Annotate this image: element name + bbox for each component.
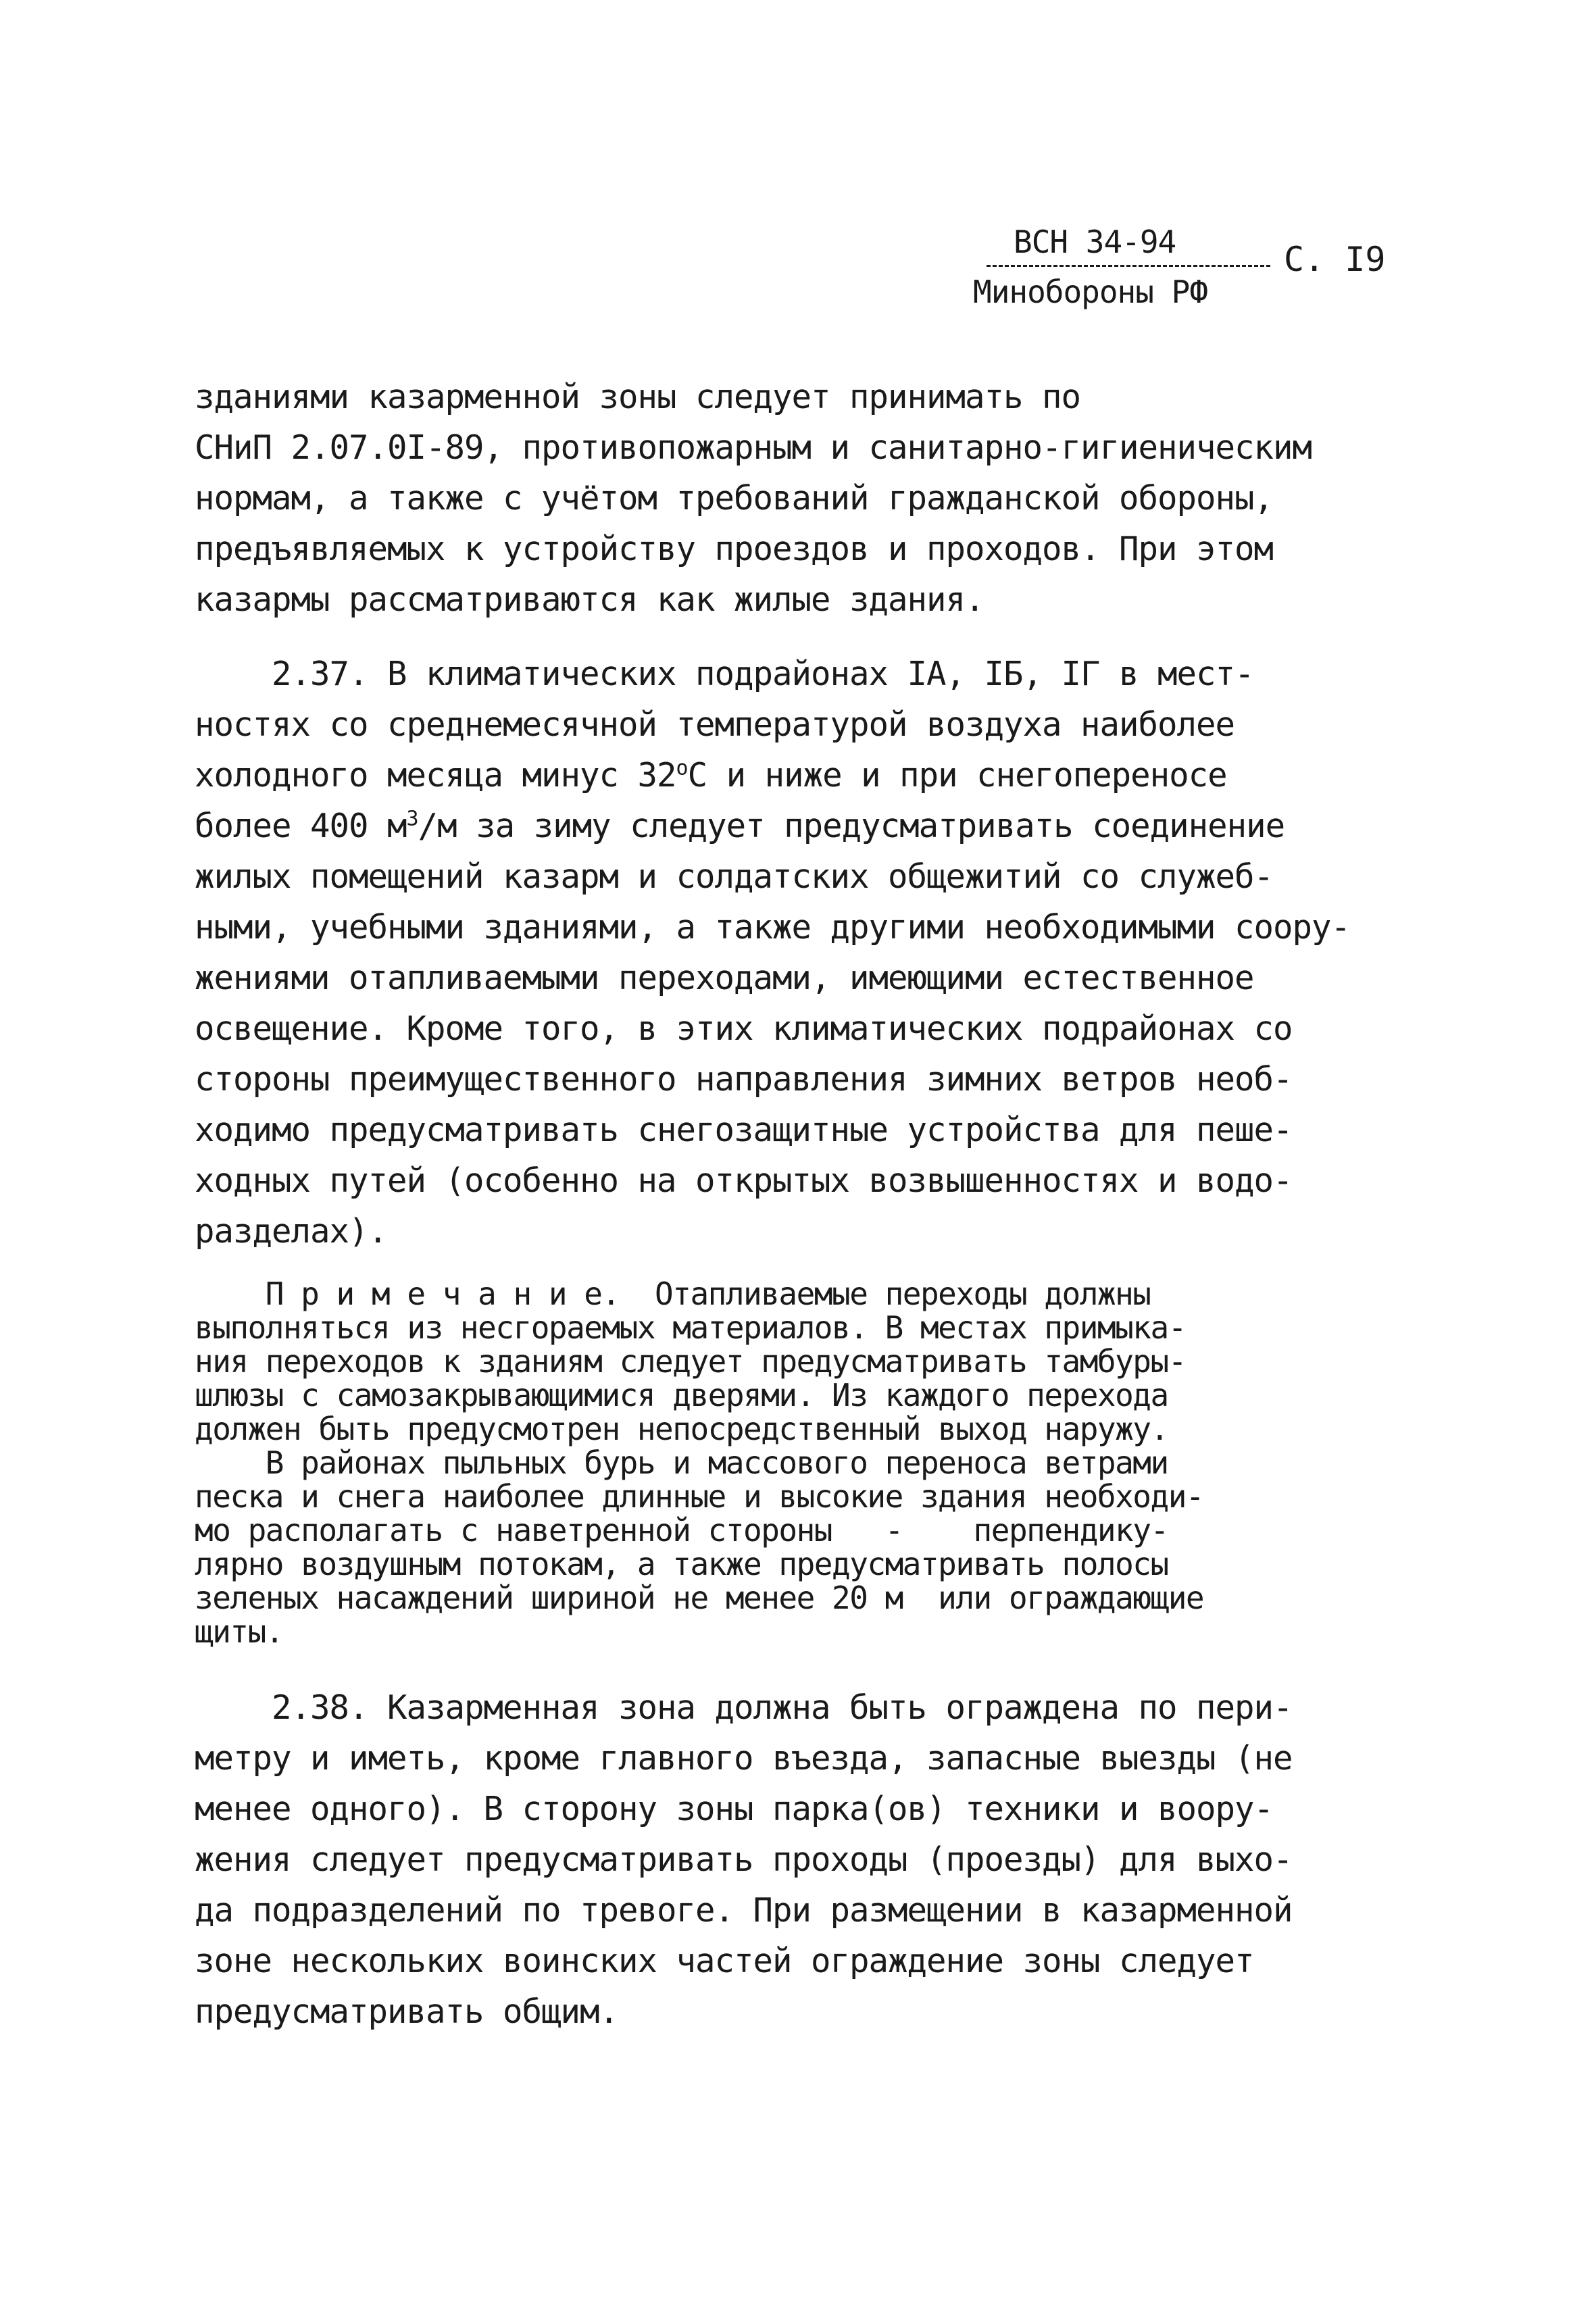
text-line: зданиями казарменной зоны следует принимать по [195,378,1081,416]
paragraph-intro [195,372,1451,625]
text-line: ными, учебными зданиями, а также другими необходимыми соору- [195,908,1351,947]
text-line: 2.38. Казарменная зона должна быть ограждена по пери- [195,1688,1293,1727]
ministry-label: Минобороны РФ [973,274,1208,310]
text-line: казармы рассматриваются как жилые здания. [195,580,984,619]
degree-superscript: о [676,756,688,780]
text-line: зоне нескольких воинских частей ограждение зоны следует [195,1942,1254,1980]
paragraph-2-38 [195,1682,1451,2037]
text-line: жения следует предусматривать проходы (проезды) для выхо- [195,1840,1293,1879]
note-line: шлюзы с самозакрывающимися дверями. Из каждого перехода [195,1377,1168,1413]
note-line: П р и м е ч а н и е. Отапливаемые переходы должны [195,1276,1151,1312]
note-line: В районах пыльных бурь и массового переноса ветрами [195,1444,1168,1481]
note-line: должен быть предусмотрен непосредственный выход наружу. [195,1411,1168,1447]
text-line: предусматривать общим. [195,1992,619,2031]
note-line: мо располагать с наветренной стороны - перпендику- [195,1512,1168,1549]
note-block [195,1277,1451,1649]
text-line: да подразделений по тревоге. При размещении в казарменной [195,1891,1293,1930]
page-header [973,223,1446,324]
text-line: разделах). [195,1212,388,1251]
note-line: выполняться из несгораемых материалов. В местах примыка- [195,1309,1186,1346]
paragraph-2-37 [195,649,1451,1257]
text-line-snow [195,801,1451,851]
text-line: 2.37. В климатических подрайонах IA, IБ, IГ в мест- [195,655,1254,693]
header-rule [987,265,1270,267]
text-line: СНиП 2.07.0I-89, противопожарным и санитарно-гигиеническим [195,428,1312,467]
text-fragment: более 400 м [195,807,407,845]
note-line: лярно воздушным потокам, а также предусматривать полосы [195,1546,1168,1582]
note-line: зеленых насаждений шириной не менее 20 м или ограждающие [195,1580,1204,1616]
note-line: щиты. [195,1613,283,1650]
text-fragment: С и ниже и при снегопереносе [687,756,1227,795]
text-fragment: /м за зиму следует предусматривать соединение [418,807,1285,845]
text-line: нормам, а также с учётом требований гражданской обороны, [195,479,1274,518]
text-line: жениями отапливаемыми переходами, имеющими естественное [195,959,1254,997]
text-fragment: холодного месяца минус 32 [195,756,676,795]
text-line: менее одного). В сторону зоны парка(ов) техники и воору- [195,1790,1274,1828]
text-line-temperature [195,750,1451,801]
text-line: метру и иметь, кроме главного въезда, запасные выезды (не [195,1739,1293,1778]
page-number: С. I9 [1284,240,1386,279]
cubic-superscript: 3 [406,807,418,831]
text-line: освещение. Кроме того, в этих климатических подрайонах со [195,1009,1293,1048]
text-line: стороны преимущественного направления зимних ветров необ- [195,1060,1293,1099]
text-line: ходных путей (особенно на открытых возвышенностях и водо- [195,1161,1293,1200]
note-line: песка и снега наиболее длинные и высокие здания необходи- [195,1478,1204,1515]
text-line: ходимо предусматривать снегозащитные устройства для пеше- [195,1111,1293,1149]
text-line: предъявляемых к устройству проездов и проходов. При этом [195,530,1274,568]
document-code: ВСН 34-94 [1014,224,1176,260]
text-line: ностях со среднемесячной температурой воздуха наиболее [195,705,1235,744]
note-line: ния переходов к зданиям следует предусматривать тамбуры- [195,1343,1186,1380]
text-line: жилых помещений казарм и солдатских общежитий со служеб- [195,857,1274,896]
